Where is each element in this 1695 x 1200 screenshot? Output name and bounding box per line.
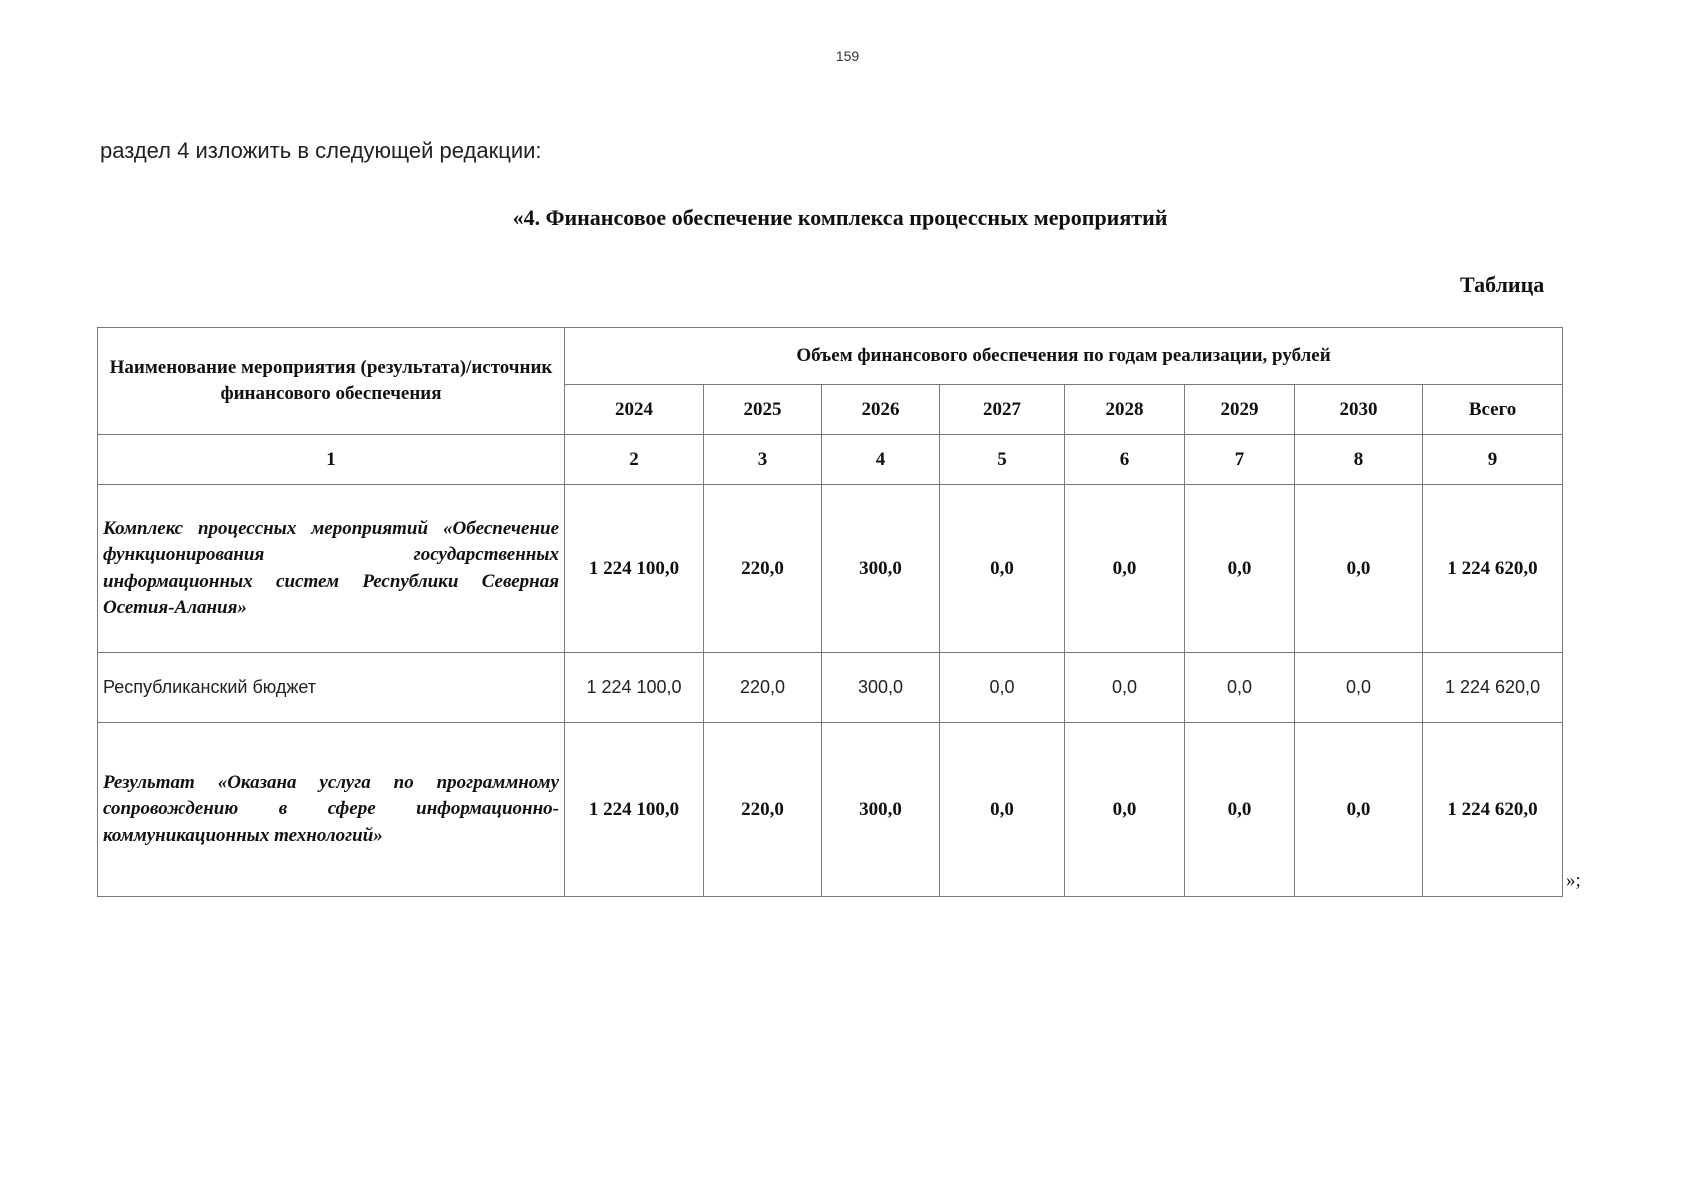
cell-value: 0,0 <box>1065 653 1185 723</box>
cell-value: 220,0 <box>704 723 822 897</box>
name-column-header: Наименование мероприятия (результата)/источник финансового обеспечения <box>98 328 565 435</box>
closing-quote-mark: »; <box>1566 870 1581 891</box>
cell-value: 220,0 <box>704 653 822 723</box>
cell-value: 0,0 <box>1295 485 1423 653</box>
year-header: 2025 <box>704 385 822 435</box>
cell-value: 0,0 <box>1185 485 1295 653</box>
column-number: 1 <box>98 435 565 485</box>
cell-value: 1 224 100,0 <box>565 653 704 723</box>
cell-value: 300,0 <box>822 485 940 653</box>
row-name: Комплекс процессных мероприятий «Обеспечение функционирования государственных информационных систем Республики Северная Осетия-Алания» <box>98 485 565 653</box>
page-number: 159 <box>835 48 860 64</box>
column-number: 7 <box>1185 435 1295 485</box>
cell-value: 0,0 <box>940 723 1065 897</box>
year-header: 2028 <box>1065 385 1185 435</box>
column-number-row <box>98 435 1563 485</box>
cell-value: 1 224 620,0 <box>1423 653 1563 723</box>
cell-value: 300,0 <box>822 723 940 897</box>
year-header: 2026 <box>822 385 940 435</box>
cell-value: 220,0 <box>704 485 822 653</box>
year-header: 2029 <box>1185 385 1295 435</box>
cell-value: 0,0 <box>940 485 1065 653</box>
column-number: 6 <box>1065 435 1185 485</box>
cell-value: 1 224 100,0 <box>565 723 704 897</box>
financing-table <box>97 327 1563 897</box>
intro-text: раздел 4 изложить в следующей редакции: <box>100 138 542 163</box>
cell-value: 0,0 <box>1295 653 1423 723</box>
cell-value: 0,0 <box>1185 723 1295 897</box>
cell-value: 1 224 100,0 <box>565 485 704 653</box>
table-row-result <box>98 723 1563 897</box>
cell-value: 0,0 <box>1065 485 1185 653</box>
column-number: 9 <box>1423 435 1563 485</box>
year-header: 2024 <box>565 385 704 435</box>
table-row-complex <box>98 485 1563 653</box>
section-title: «4. Финансовое обеспечение комплекса процессных мероприятий <box>512 205 1168 230</box>
row-name: Республиканский бюджет <box>98 653 565 723</box>
cell-value: 0,0 <box>1185 653 1295 723</box>
cell-value: 0,0 <box>1065 723 1185 897</box>
volume-header: Объем финансового обеспечения по годам реализации, рублей <box>565 328 1563 385</box>
cell-value: 1 224 620,0 <box>1423 723 1563 897</box>
cell-value: 300,0 <box>822 653 940 723</box>
cell-value: 0,0 <box>940 653 1065 723</box>
column-number: 4 <box>822 435 940 485</box>
table-row-budget <box>98 653 1563 723</box>
column-number: 3 <box>704 435 822 485</box>
row-name: Результат «Оказана услуга по программному сопровождению в сфере информационно-коммуникационных технологий» <box>98 723 565 897</box>
column-number: 5 <box>940 435 1065 485</box>
header-row-1 <box>98 328 1563 385</box>
column-number: 8 <box>1295 435 1423 485</box>
total-header: Всего <box>1423 385 1563 435</box>
column-number: 2 <box>565 435 704 485</box>
table-label: Таблица <box>1460 272 1545 297</box>
cell-value: 1 224 620,0 <box>1423 485 1563 653</box>
year-header: 2030 <box>1295 385 1423 435</box>
year-header: 2027 <box>940 385 1065 435</box>
cell-value: 0,0 <box>1295 723 1423 897</box>
